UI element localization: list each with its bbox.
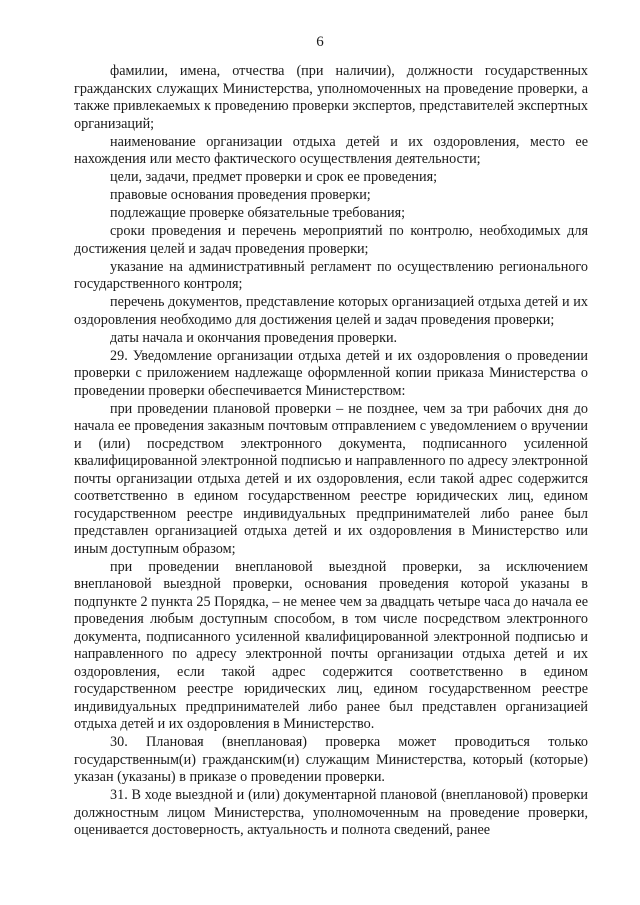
paragraph-item-30: 30. Плановая (внеплановая) проверка может проводиться только государственным(и) гражданским(и) служащим Министерства, который (которые) указан (указаны) в приказе о проведении проверки. <box>74 734 588 785</box>
paragraph: даты начала и окончания проведения проверки. <box>110 329 398 346</box>
paragraph: подлежащие проверке обязательные требования; <box>110 205 406 221</box>
paragraph: правовые основания проведения проверки; <box>110 187 371 203</box>
paragraph-item-31: 31. В ходе выездной и (или) документарной плановой (внеплановой) проверки должностным лицом Министерства, уполномоченным на проведение проверки, оценивается достоверность, актуальность и полнота сведений, ранее <box>74 787 588 838</box>
paragraph: наименование организации отдыха детей и их оздоровления, место ее нахождения или место фактического осуществления деятельности; <box>74 133 588 167</box>
document-body <box>74 63 588 840</box>
paragraph: указание на административный регламент по осуществлению регионального государственного контроля; <box>74 258 588 292</box>
paragraph: при проведении плановой проверки – не позднее, чем за три рабочих дня до начала ее проведения заказным почтовым отправлением с уведомлением о вручении и (или) посредством электронного документа, подписанного усиленной квалифицированной электронной подписью и направленного по адресу электронной почты организации отдыха детей и их оздоровления, если такой адрес содержится соответственно в едином государственном реестре юридических лиц, едином государственном реестре индивидуальных предпринимателей либо ранее был представлен организацией отдыха детей и их оздоровления в Министерство или иным доступным образом; <box>74 400 588 557</box>
paragraph: цели, задачи, предмет проверки и срок ее проведения; <box>110 169 438 185</box>
paragraph: перечень документов, представление которых организацией отдыха детей и их оздоровления необходимо для достижения целей и задач проведения проверки; <box>74 294 588 328</box>
paragraph-item-29: 29. Уведомление организации отдыха детей и их оздоровления о проведении проверки с приложением надлежаще оформленной копии приказа Министерства о проведении проверки обеспечивается Министерством: <box>74 347 588 399</box>
paragraph: при проведении внеплановой выездной проверки, за исключением внеплановой выездной проверки, основания проведения которой указаны в подпункте 2 пункта 25 Порядка, – не менее чем за двадцать четыре часа до начала ее проведения любым доступным способом, в том числе посредством электронного документа, подписанного усиленной квалифицированной электронной подписью и направленного по адресу электронной почты организации отдыха детей и их оздоровления, если такой адрес содержится соответственно в едином государственном реестре юридических лиц, едином государственном реестре индивидуальных предпринимателей либо ранее был представлен организацией отдыха детей и их оздоровления в Министерство. <box>74 558 588 732</box>
paragraph: сроки проведения и перечень мероприятий по контролю, необходимых для достижения целей и задач проведения проверки; <box>74 223 588 257</box>
page-number: 6 <box>316 34 324 50</box>
paragraph: фамилии, имена, отчества (при наличии), должности государственных гражданских служащих Министерства, уполномоченных на проведение проверки, а также привлекаемых к проведению проверки экспертов, представителей экспертных организаций; <box>74 63 588 132</box>
